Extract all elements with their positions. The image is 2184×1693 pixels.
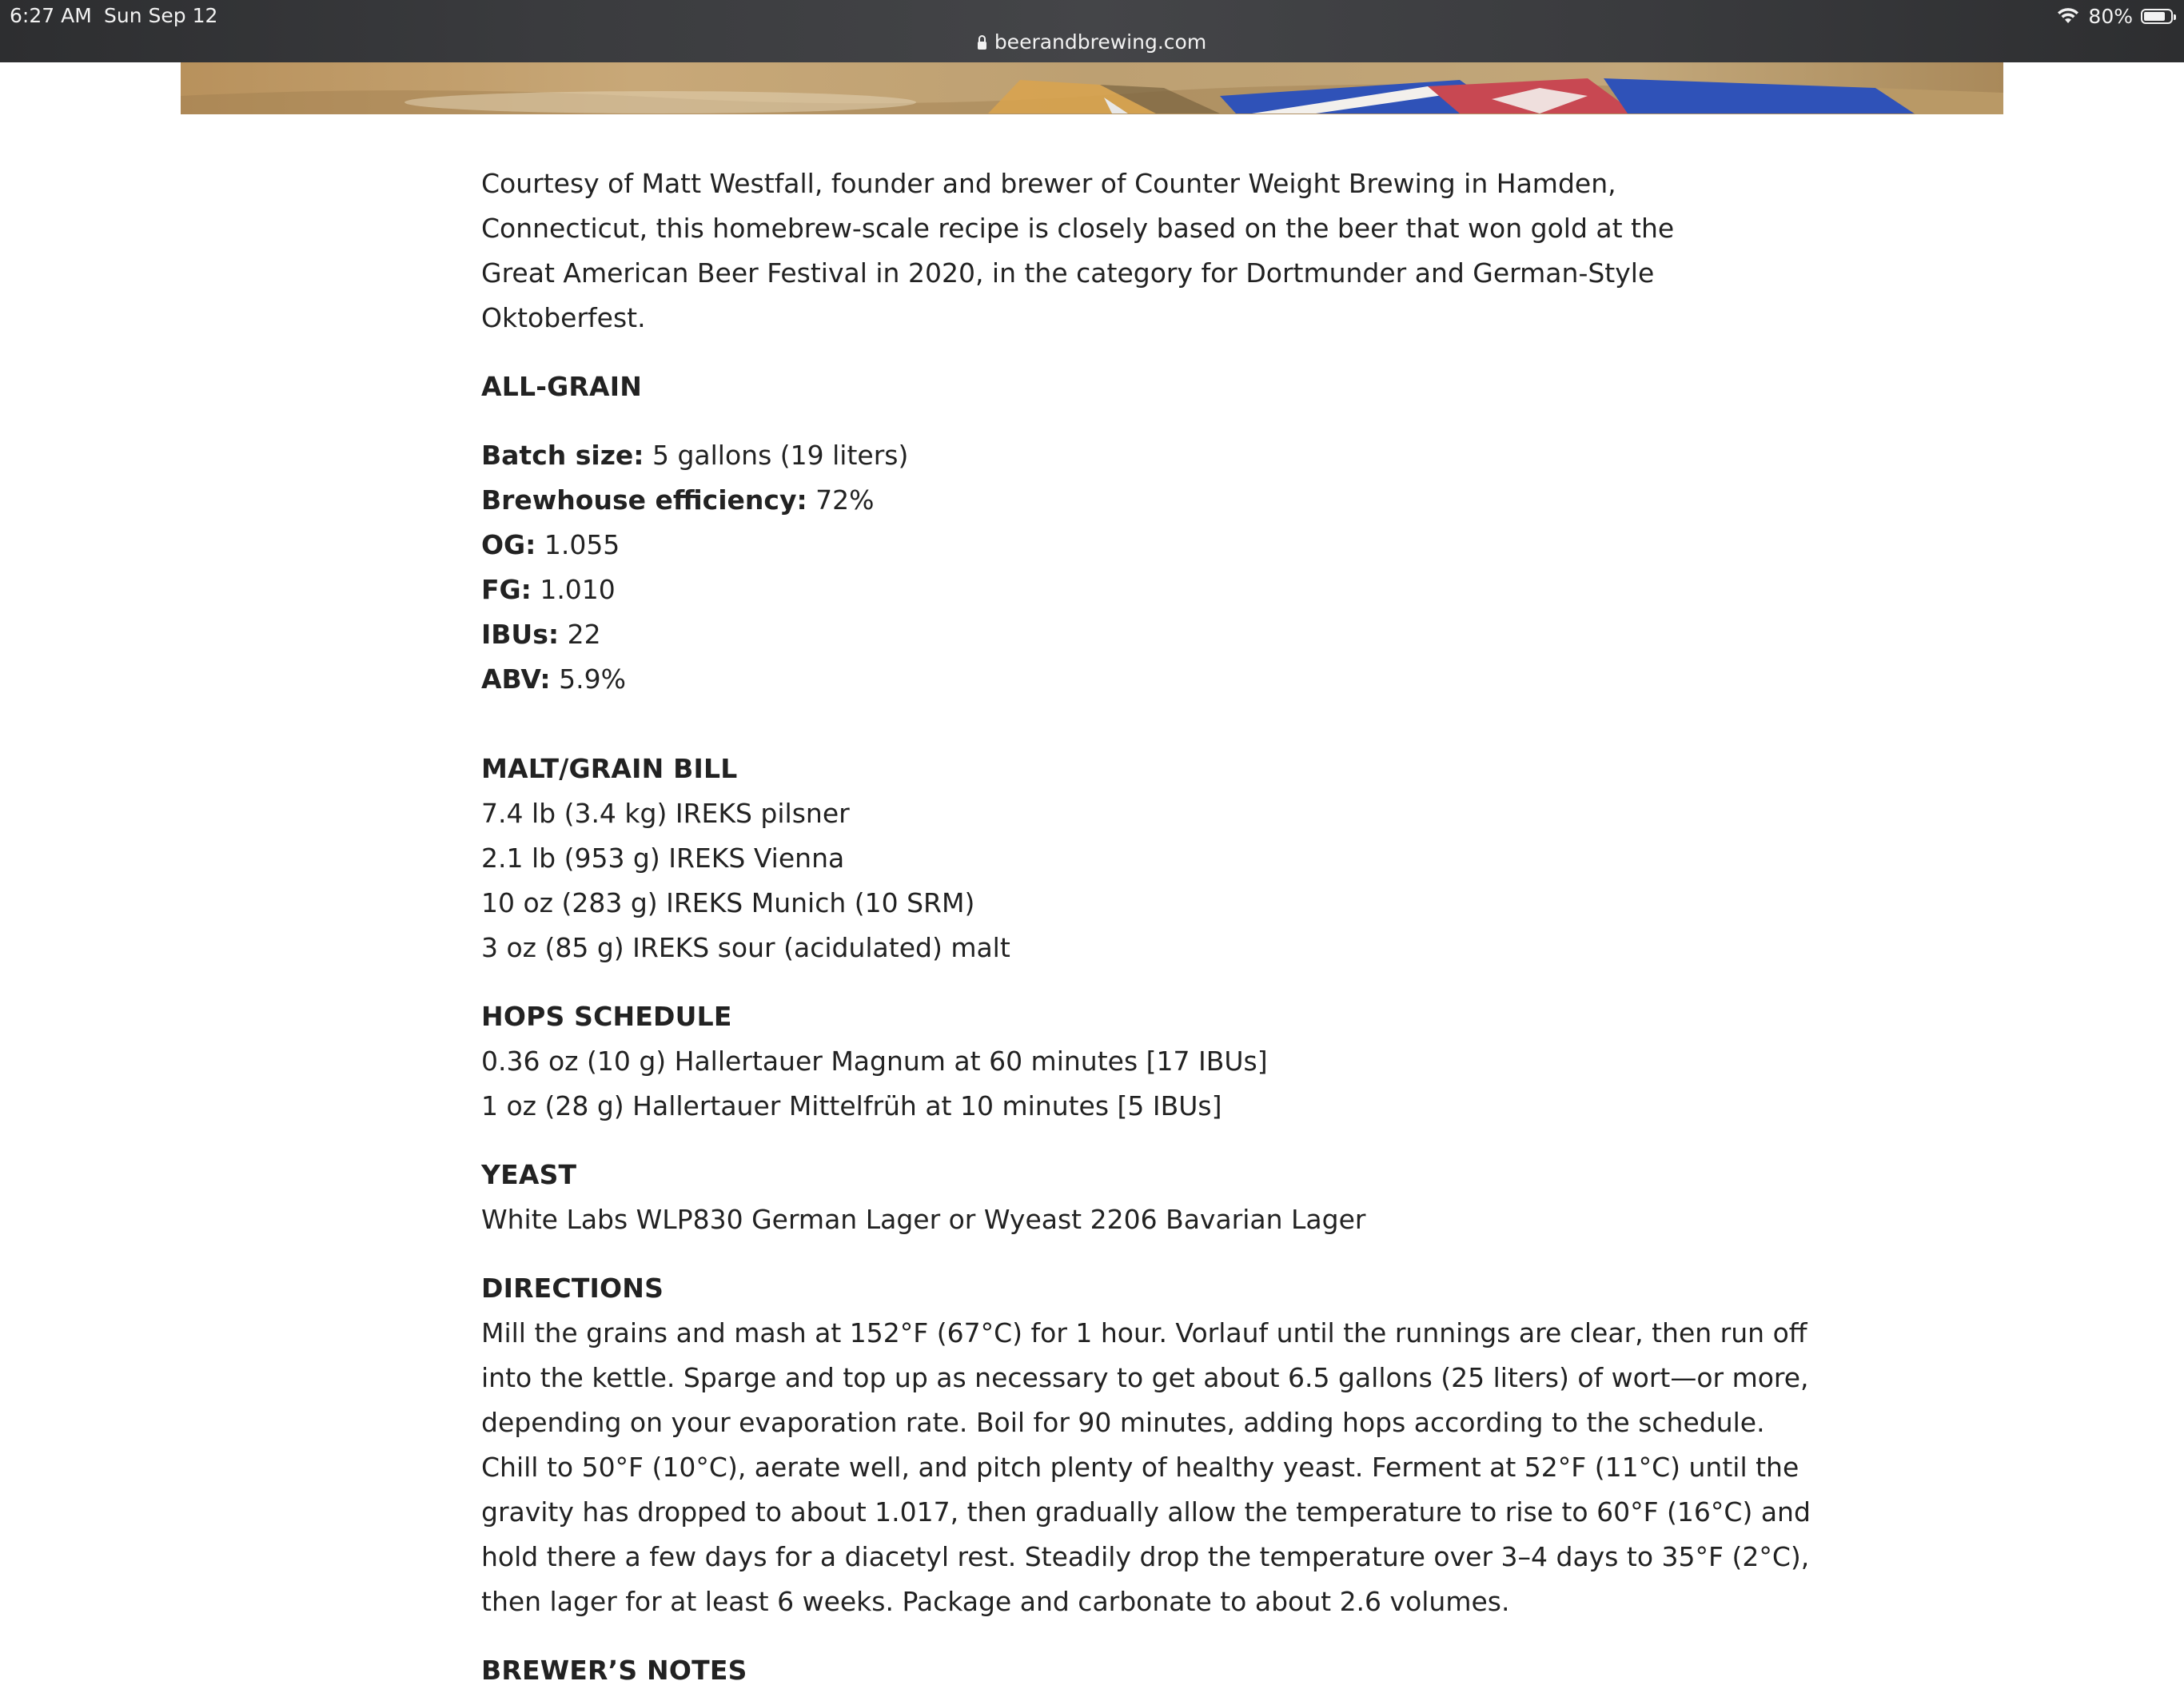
hops-section xyxy=(481,994,1712,1129)
spec-og xyxy=(481,523,1712,568)
spec-value: 5 gallons (19 liters) xyxy=(644,440,909,471)
spec-brewhouse-efficiency xyxy=(481,478,1712,523)
directions-line: depending on your evaporation rate. Boil for 90 minutes, adding hops according to the schedule. xyxy=(481,1407,1765,1438)
malt-item: 2.1 lb (953 g) IREKS Vienna xyxy=(481,843,845,874)
spec-label: Batch size: xyxy=(481,440,644,471)
article-body xyxy=(481,161,1811,1693)
spec-label: Brewhouse efficiency: xyxy=(481,484,807,516)
directions-line: Chill to 50°F (10°C), aerate well, and pitch plenty of healthy yeast. Ferment at 52°F (11°C) until the xyxy=(481,1452,1799,1483)
spec-label: FG: xyxy=(481,574,532,605)
directions-section xyxy=(481,1266,1811,1624)
status-date: Sun Sep 12 xyxy=(104,4,218,27)
spec-ibus xyxy=(481,612,1712,657)
spec-abv xyxy=(481,657,1712,702)
spec-value: 1.055 xyxy=(536,529,620,560)
spec-batch-size xyxy=(481,433,1712,478)
directions-heading: DIRECTIONS xyxy=(481,1273,664,1304)
directions-line: Mill the grains and mash at 152°F (67°C) for 1 hour. Vorlauf until the runnings are clear, then run off xyxy=(481,1317,1807,1348)
intro-paragraph: Courtesy of Matt Westfall, founder and brewer of Counter Weight Brewing in Hamden, Connecticut, this homebrew-scale recipe is closely based on the beer that won gold at the Great American Beer Festival in 2020, in the category for Dortmunder and German-Style Oktoberfest. xyxy=(481,168,1675,333)
spec-label: IBUs: xyxy=(481,619,560,650)
status-bar xyxy=(0,0,2184,62)
malt-heading: MALT/GRAIN BILL xyxy=(481,753,738,784)
brewers-notes-heading: BREWER’S NOTES xyxy=(481,1655,747,1686)
spec-label: ABV: xyxy=(481,663,551,695)
wifi-icon xyxy=(2056,7,2080,25)
hops-item: 1 oz (28 g) Hallertauer Mittelfrüh at 10 minutes [5 IBUs] xyxy=(481,1090,1222,1121)
url-text[interactable]: beerandbrewing.com xyxy=(994,30,1207,54)
spec-fg xyxy=(481,568,1712,612)
spec-value: 1.010 xyxy=(531,574,616,605)
directions-line: into the kettle. Sparge and top up as necessary to get about 6.5 gallons (25 liters) of wort—or more, xyxy=(481,1362,1809,1393)
malt-section xyxy=(481,747,1712,970)
directions-line: then lager for at least 6 weeks. Package and carbonate to about 2.6 volumes. xyxy=(481,1586,1510,1617)
malt-item: 7.4 lb (3.4 kg) IREKS pilsner xyxy=(481,798,850,829)
battery-percent: 80% xyxy=(2088,4,2133,28)
directions-line: hold there a few days for a diacetyl rest. Steadily drop the temperature over 3–4 days to 35°F (2°C), xyxy=(481,1541,1810,1572)
hops-heading: HOPS SCHEDULE xyxy=(481,1001,732,1032)
all-grain-heading: ALL-GRAIN xyxy=(481,371,643,402)
directions-line: gravity has dropped to about 1.017, then gradually allow the temperature to rise to 60°F (16°C) and xyxy=(481,1496,1811,1528)
spec-value: 72% xyxy=(807,484,875,516)
battery-fill xyxy=(2144,12,2165,21)
spec-value: 5.9% xyxy=(550,663,626,695)
malt-item: 3 oz (85 g) IREKS sour (acidulated) malt xyxy=(481,932,1010,963)
lock-icon xyxy=(978,42,986,50)
spec-value: 22 xyxy=(559,619,601,650)
recipe-specs xyxy=(481,433,1712,702)
yeast-section xyxy=(481,1153,1712,1242)
yeast-text: White Labs WLP830 German Lager or Wyeast 2206 Bavarian Lager xyxy=(481,1204,1366,1235)
address-bar[interactable] xyxy=(0,27,2184,58)
status-indicators xyxy=(2056,2,2173,30)
malt-item: 10 oz (283 g) IREKS Munich (10 SRM) xyxy=(481,887,975,918)
status-time: 6:27 AM xyxy=(10,4,92,27)
yeast-heading: YEAST xyxy=(481,1159,577,1190)
hops-item: 0.36 oz (10 g) Hallertauer Magnum at 60 minutes [17 IBUs] xyxy=(481,1046,1268,1077)
spec-label: OG: xyxy=(481,529,536,560)
battery-icon xyxy=(2141,9,2173,24)
